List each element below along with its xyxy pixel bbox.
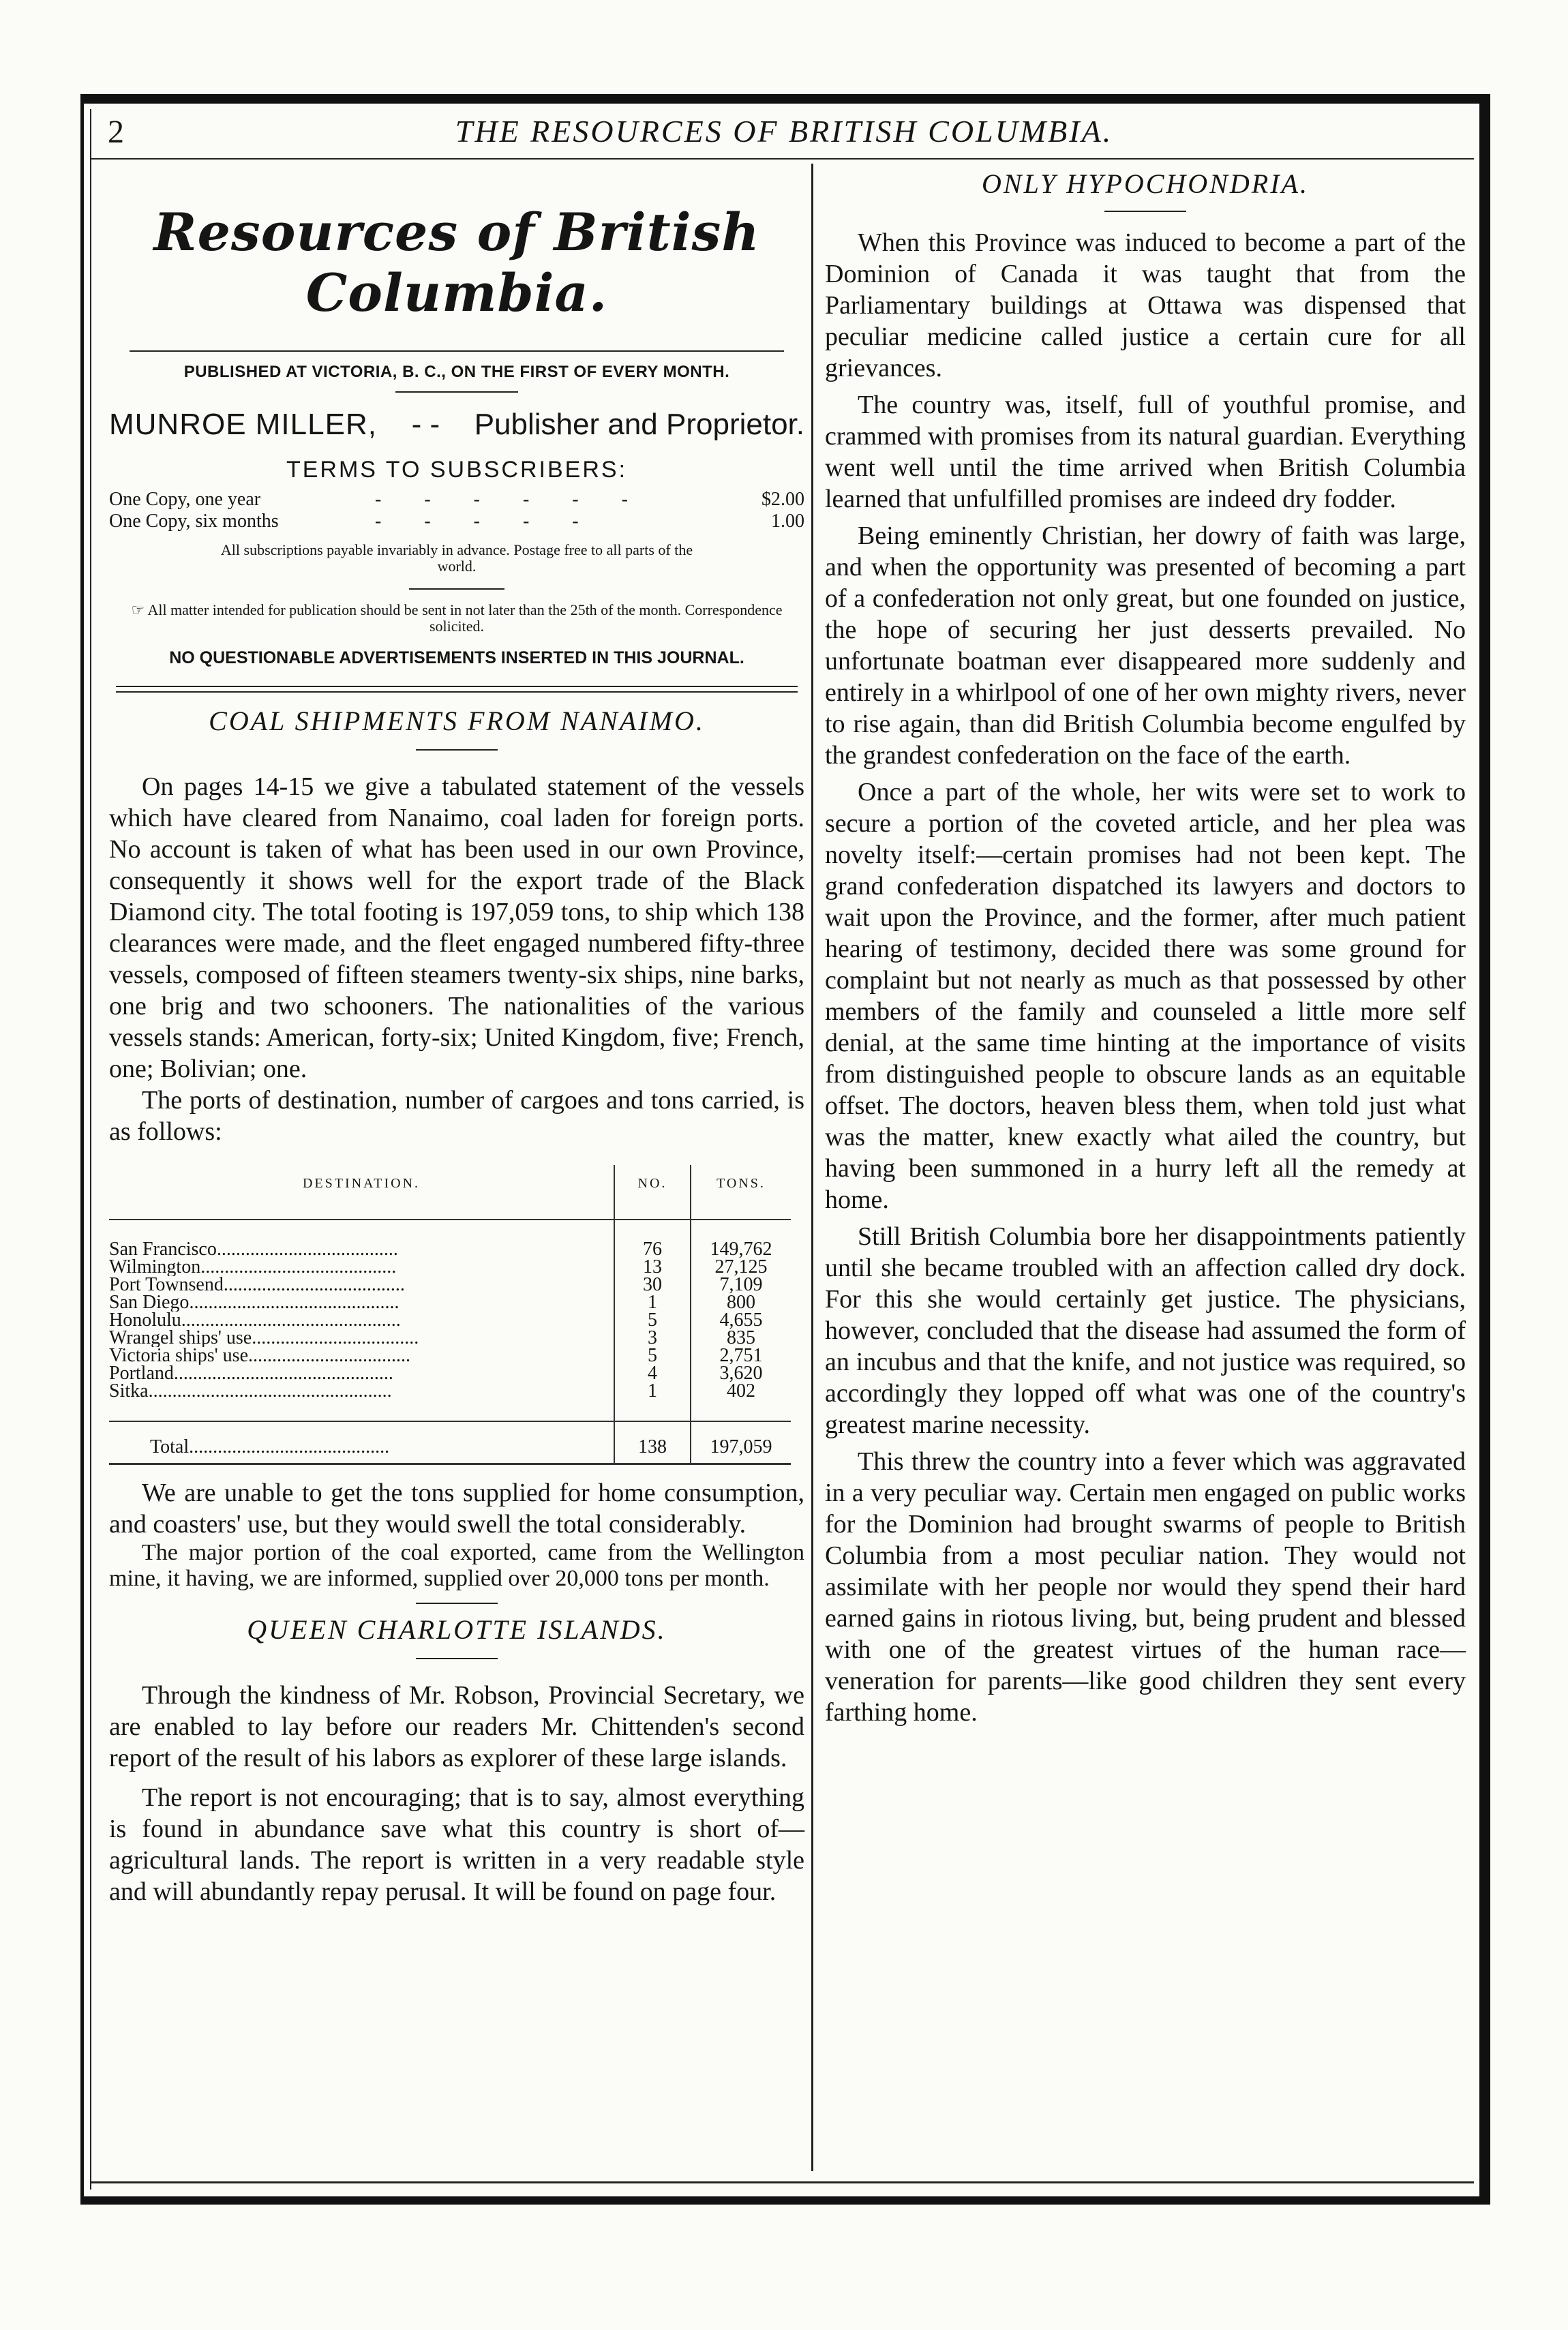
short-rule <box>395 391 518 393</box>
column-divider <box>811 164 813 2171</box>
header-rule <box>90 158 1474 160</box>
count-cell: 30 <box>614 1276 691 1294</box>
table-row <box>109 1241 791 1258</box>
count-cell: 13 <box>614 1258 691 1276</box>
price-amount: $2.00 <box>762 489 804 510</box>
coal-shipments-table <box>109 1165 791 1463</box>
total-tons-cell: 197,059 <box>691 1421 791 1463</box>
hypo-paragraph-5: Still British Columbia bore her disappointments patiently until she became troubled with an affection called dry dock. For this she would certainly get justice. The physicians, however, concluded that the disease had assumed the form of an incubus and that the knife, and not justice was required, so accordingly they lopped off what was one of the country's greatest marine necessity. <box>825 1222 1466 1439</box>
short-rule <box>1104 211 1186 212</box>
tons-header: TONS. <box>691 1165 791 1220</box>
table-bottom-rule <box>109 1463 791 1465</box>
frame-left-border <box>80 94 84 2205</box>
publisher-role: Publisher and Proprietor. <box>474 408 804 441</box>
qci-title: QUEEN CHARLOTTE ISLANDS. <box>247 1614 667 1645</box>
price-dots: - - - - - - <box>375 489 647 510</box>
destination-cell: Victoria ships' use.................................. <box>109 1347 410 1365</box>
frame-top-border <box>80 94 1490 104</box>
hypo-paragraph-1: When this Province was induced to become a part of the Dominion of Canada it was taught that from the Parliamentary buildings at Ottawa was dispensed that peculiar medicine called justice a certain cure for all grievances. <box>825 228 1466 382</box>
page-header <box>95 109 1473 157</box>
coal-paragraph-4: The major portion of the coal exported, came from the Wellington mine, it having, we are informed, supplied over 20,000 tons per month. <box>109 1540 804 1591</box>
destination-cell: San Diego............................................ <box>109 1294 399 1312</box>
destination-cell: Honolulu.............................................. <box>109 1312 401 1329</box>
qci-paragraph-2: The report is not encouraging; that is to say, almost everything is found in abundance save what this country is short of—agricultural lands. The report is written in a very readable style and will abundantly repay perusal. It will be found on page four. <box>109 1783 804 1906</box>
count-cell: 3 <box>614 1329 691 1347</box>
running-title: THE RESOURCES OF BRITISH COLUMBIA. <box>455 114 1113 149</box>
price-label: One Copy, six months <box>109 511 279 532</box>
tons-cell: 402 <box>691 1382 791 1400</box>
hypo-paragraph-2: The country was, itself, full of youthful promise, and crammed with promises from its natural guardian. Everything went well until the time arrived when British Columbia learned that unfulfilled promises are indeed dry fodder. <box>825 391 1466 513</box>
hypochondria-title: ONLY HYPOCHONDRIA. <box>982 168 1309 199</box>
hypo-paragraph-4: Once a part of the whole, her wits were set to work to secure a portion of the coveted article, and her plea was novelty itself:—certain promises had not been kept. The grand confederation dispatched its lawyers and doctors to wait upon the Province, and the former, after much patient hearing of testimony, decided there was some ground for complaint but not nearly as much as that possessed by other members of the family and counseled a little more self denial, at the same time hinting at the importance of visits from distinguished people to obscure lands as an equitable offset. The doctors, heaven bless them, when told just what was the matter, knew exactly what ailed the country, but having been summoned in a hurry left all the remedy at home. <box>825 778 1466 1214</box>
tons-cell: 3,620 <box>691 1365 791 1382</box>
table-header-row <box>109 1165 791 1220</box>
section-rule <box>116 691 798 693</box>
price-list <box>109 489 804 532</box>
table-row <box>109 1276 791 1294</box>
price-row <box>109 489 804 511</box>
count-cell: 76 <box>614 1241 691 1258</box>
price-dots: - - - - - <box>375 511 598 532</box>
short-rule <box>409 588 504 590</box>
price-amount: 1.00 <box>771 511 804 532</box>
coal-title: COAL SHIPMENTS FROM NANAIMO. <box>209 706 705 736</box>
tons-cell: 800 <box>691 1294 791 1312</box>
hypo-paragraph-6: This threw the country into a fever which was aggravated in a very peculiar way. Certain men engaged on public works for the Dominion had brought swarms of people to British Columbia from a most peculiar nation. They would not assimilate with her people nor would they spend their hard earned gains in riotous living, but, being prudent and blessed with one of the greatest virtues of the human race—veneration for parents—like good children they sent every farthing home. <box>825 1447 1466 1727</box>
inner-left-rule <box>90 109 91 2190</box>
bottom-rule <box>90 2181 1474 2183</box>
destination-cell: Sitka................................................... <box>109 1382 392 1400</box>
price-row <box>109 511 804 532</box>
terms-heading: TERMS TO SUBSCRIBERS: <box>286 457 628 483</box>
count-cell: 1 <box>614 1382 691 1400</box>
tons-cell: 149,762 <box>691 1241 791 1258</box>
destination-cell: Port Townsend...................................... <box>109 1276 405 1294</box>
tons-cell: 4,655 <box>691 1312 791 1329</box>
table-row <box>109 1347 791 1365</box>
short-rule <box>416 1658 498 1659</box>
tons-cell: 27,125 <box>691 1258 791 1276</box>
short-rule <box>416 1603 498 1604</box>
count-cell: 4 <box>614 1365 691 1382</box>
matter-note: ☞ All matter intended for publication should be sent in not later than the 25th of the month. Correspondence solicited. <box>131 601 783 635</box>
masthead-rule <box>130 350 784 352</box>
table-total-row <box>109 1421 791 1463</box>
table-row <box>109 1329 791 1347</box>
count-cell: 5 <box>614 1312 691 1329</box>
masthead-title: Resources of British Columbia. <box>153 202 760 323</box>
coal-paragraph-1: On pages 14-15 we give a tabulated statement of the vessels which have cleared from Nanaimo, coal laden for foreign ports. No account is taken of what has been used in our own Province, consequently it shows well for the export trade of the Black Diamond city. The total footing is 197,059 tons, to ship which 138 clearances were made, and the fleet engaged numbered fifty-three vessels, composed of fifteen steamers twenty-six ships, nine barks, one brig and two schooners. The nationalities of the various vessels stands: American, forty-six; United Kingdom, five; French, one; Bolivian; one. <box>109 772 804 1083</box>
destination-cell: Portland.............................................. <box>109 1365 393 1382</box>
destination-cell: Wrangel ships' use................................... <box>109 1329 419 1347</box>
tons-cell: 2,751 <box>691 1347 791 1365</box>
total-count-cell: 138 <box>614 1421 691 1463</box>
table-row <box>109 1294 791 1312</box>
short-rule <box>416 749 498 751</box>
hypo-paragraph-3: Being eminently Christian, her dowry of faith was large, and when the opportunity was presented of becoming a part of a confederation not only great, but one founded on justice, the hope of securing her just desserts prevailed. No unfortunate boatman ever disappeared more suddenly and entirely in a whirlpool of one of her own mighty rivers, never to rise again, than did British Columbia become engulfed by the grandest confederation on the face of the earth. <box>825 521 1466 770</box>
tons-cell: 835 <box>691 1329 791 1347</box>
publisher-dashes: - - <box>411 408 440 441</box>
publisher-line <box>109 408 804 442</box>
table-row <box>109 1258 791 1276</box>
published-line: PUBLISHED AT VICTORIA, B. C., ON THE FIRST OF EVERY MONTH. <box>183 363 730 381</box>
left-column <box>109 164 804 1907</box>
count-cell: 5 <box>614 1347 691 1365</box>
tons-cell: 7,109 <box>691 1276 791 1294</box>
table-row <box>109 1382 791 1400</box>
publisher-name: MUNROE MILLER, <box>109 408 377 441</box>
right-column <box>825 164 1466 1728</box>
no-header: NO. <box>614 1165 691 1220</box>
section-rule <box>116 686 798 687</box>
count-cell: 1 <box>614 1294 691 1312</box>
coal-paragraph-2: The ports of destination, number of cargoes and tons carried, is as follows: <box>109 1086 804 1146</box>
page-number: 2 <box>108 114 124 150</box>
total-label-cell: Total.......................................... <box>150 1436 390 1457</box>
coal-paragraph-3: We are unable to get the tons supplied for home consumption, and coasters' use, but they would swell the total considerably. <box>109 1479 804 1539</box>
destination-cell: San Francisco...................................... <box>109 1241 398 1258</box>
subscription-note: All subscriptions payable invariably in advance. Postage free to all parts of the world. <box>220 541 693 575</box>
destination-cell: Wilmington......................................... <box>109 1258 397 1276</box>
frame-right-border <box>1479 94 1490 2205</box>
price-label: One Copy, one year <box>109 489 261 510</box>
frame-bottom-border <box>80 2196 1490 2205</box>
no-ads-notice: NO QUESTIONABLE ADVERTISEMENTS INSERTED IN THIS JOURNAL. <box>169 648 744 667</box>
table-row <box>109 1365 791 1382</box>
qci-paragraph-1: Through the kindness of Mr. Robson, Provincial Secretary, we are enabled to lay before our readers Mr. Chittenden's second report of the result of his labors as explorer of these large islands. <box>109 1681 804 1772</box>
destination-header: DESTINATION. <box>302 1176 421 1191</box>
table-row <box>109 1312 791 1329</box>
